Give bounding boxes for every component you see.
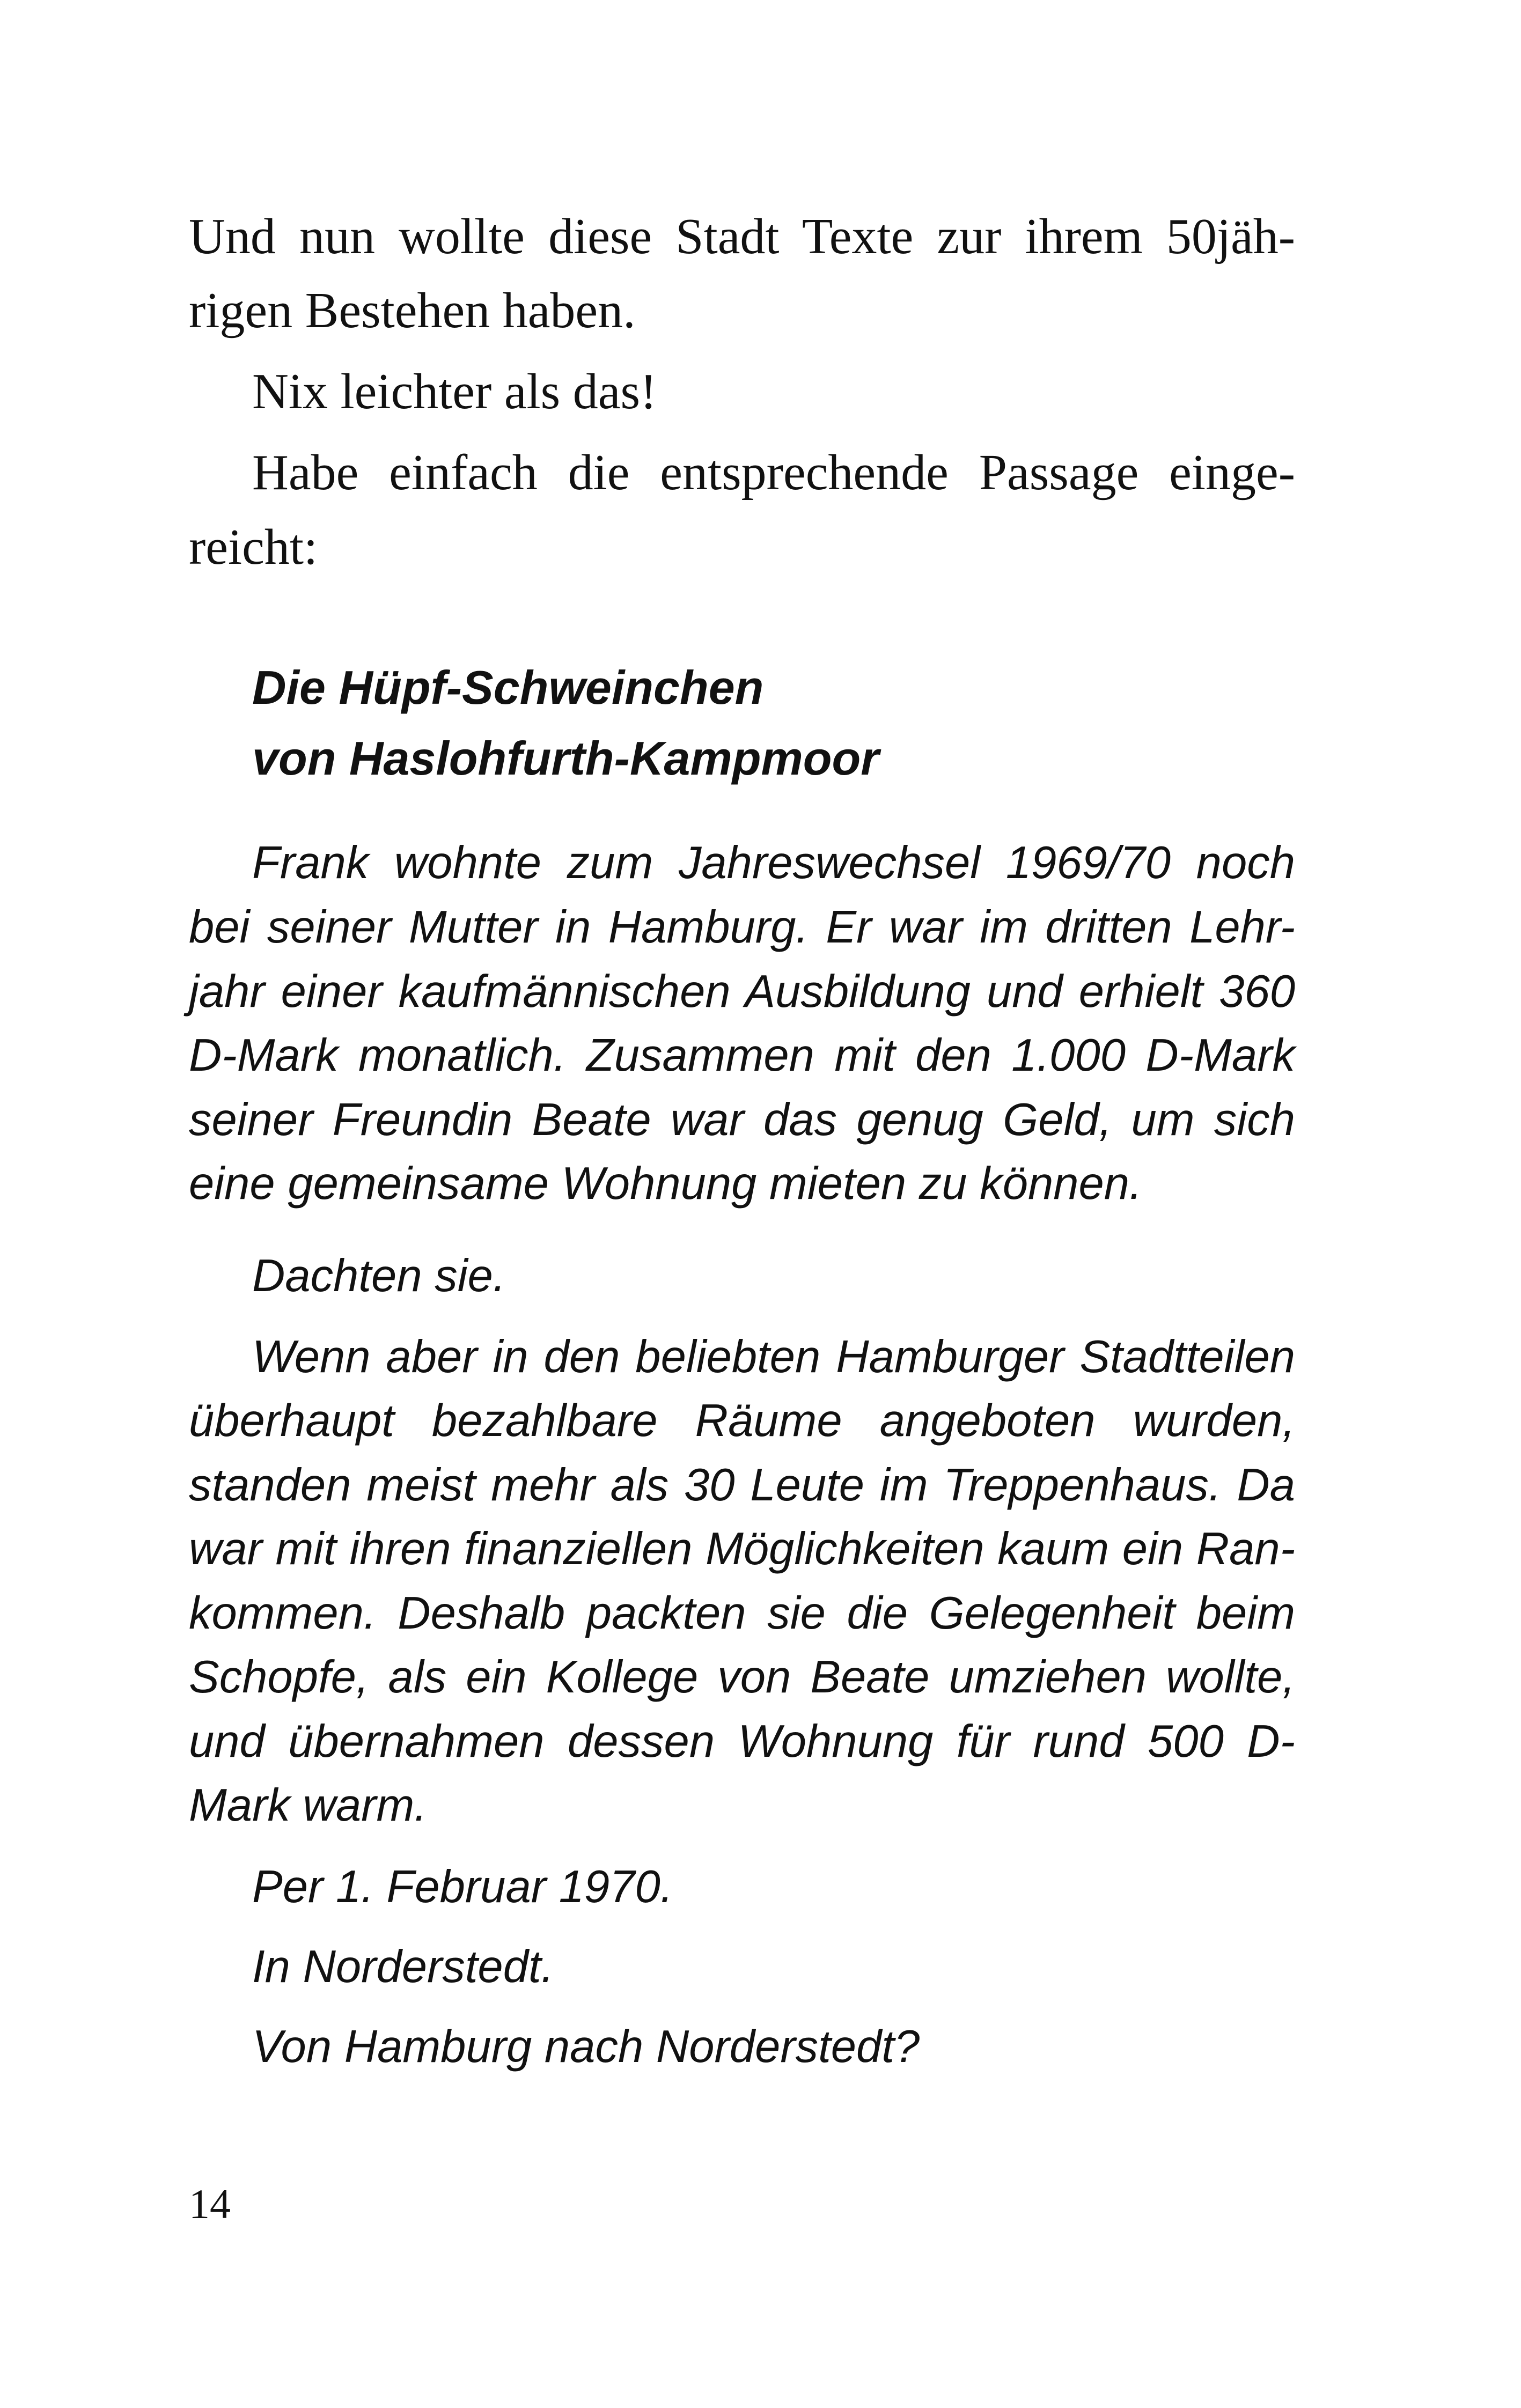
para1-line-4: D-Mark monatlich. Zusammen mit den 1.000 D-Mark [189, 1030, 1295, 1081]
para1-line-2: bei seiner Mutter in Hamburg. Er war im dritten Lehr- [189, 902, 1295, 953]
story-title-line-1: Die Hüpf-Schweinchen [252, 661, 764, 714]
page-number: 14 [189, 2181, 231, 2227]
para3-line-4: war mit ihren finanziellen Möglichkeiten kaum ein Ran- [189, 1523, 1295, 1574]
para5-line-1: In Norderstedt. [252, 1941, 554, 1992]
para6-line-1: Von Hamburg nach Norderstedt? [252, 2021, 920, 2072]
intro-line-4: Habe einfach die entsprechende Passage einge- [252, 445, 1295, 500]
para1-line-1: Frank wohnte zum Jahreswechsel 1969/70 noch [252, 837, 1295, 888]
para3-line-1: Wenn aber in den beliebten Hamburger Stadtteilen [252, 1331, 1295, 1382]
para1-line-5: seiner Freundin Beate war das genug Geld, um sich [189, 1094, 1295, 1145]
para1-line-6: eine gemeinsame Wohnung mieten zu können. [189, 1158, 1142, 1209]
para3-line-3: standen meist mehr als 30 Leute im Treppenhaus. Da [189, 1460, 1295, 1511]
intro-line-5: reicht: [189, 519, 318, 575]
para3-line-2: überhaupt bezahlbare Räume angeboten wurden, [189, 1395, 1295, 1446]
para3-line-7: und übernahmen dessen Wohnung für rund 500 D- [189, 1716, 1295, 1767]
intro-line-3: Nix leichter als das! [252, 364, 657, 419]
para4-line-1: Per 1. Februar 1970. [252, 1861, 673, 1912]
intro-line-1: Und nun wollte diese Stadt Texte zur ihrem 50jäh- [189, 209, 1295, 264]
story-title-line-2: von Haslohfurth-Kampmoor [252, 732, 879, 785]
para3-line-8: Mark warm. [189, 1780, 427, 1831]
para3-line-5: kommen. Deshalb packten sie die Gelegenheit beim [189, 1588, 1295, 1639]
intro-line-2: rigen Bestehen haben. [189, 283, 636, 338]
para1-line-3: jahr einer kaufmännischen Ausbildung und erhielt 360 [189, 966, 1295, 1017]
para2-line-1: Dachten sie. [252, 1250, 506, 1301]
para3-line-6: Schopfe, als ein Kollege von Beate umziehen wollte, [189, 1652, 1295, 1703]
